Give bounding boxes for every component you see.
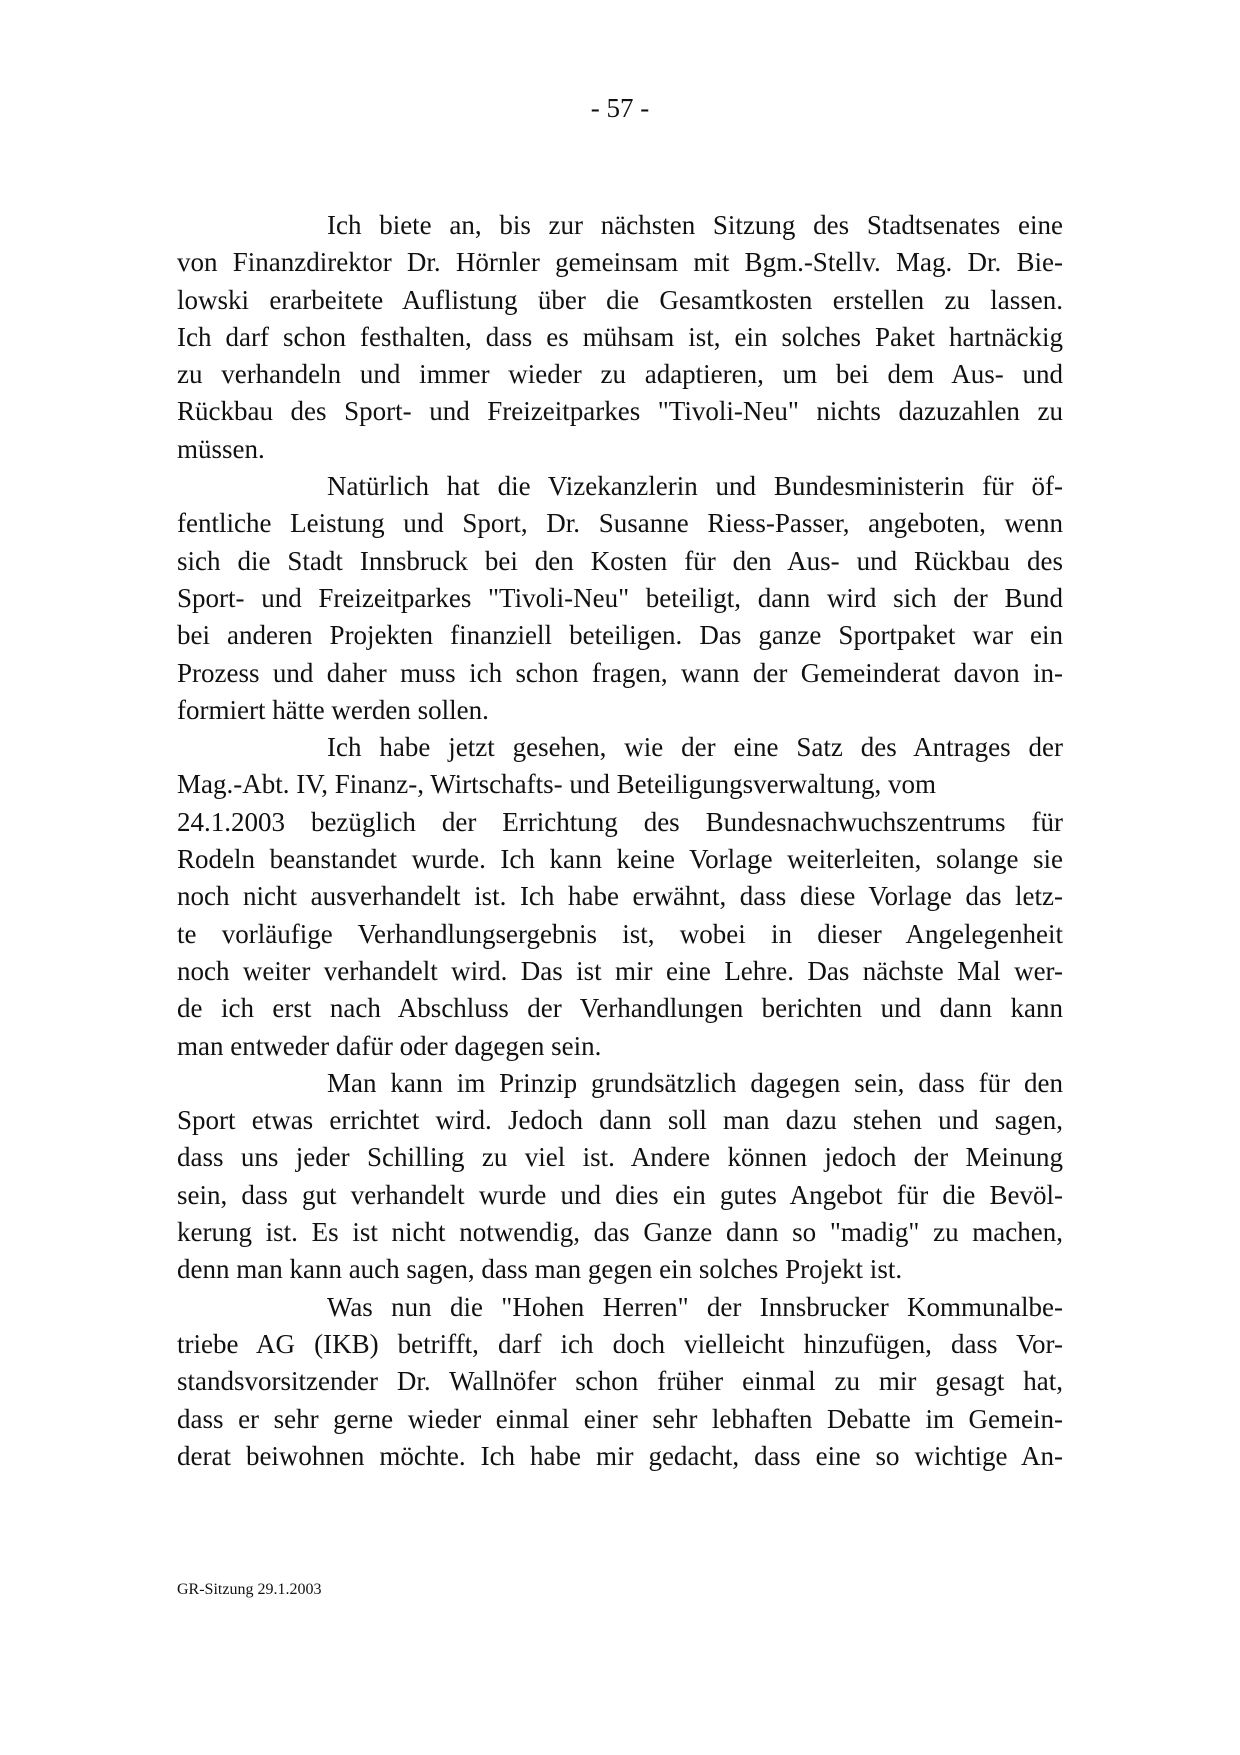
text-line: Prozess und daher muss ich schon fragen, wann der Gemeinderat davon in-	[177, 657, 1063, 688]
text-line: 24.1.2003 bezüglich der Errichtung des Bundesnachwuchszentrums für	[177, 806, 1063, 837]
text-line: te vorläufige Verhandlungsergebnis ist, wobei in dieser Angelegenheit	[177, 918, 1063, 949]
text-line: Natürlich hat die Vizekanzlerin und Bundesministerin für öf-	[327, 471, 1063, 502]
text-line: kerung ist. Es ist nicht notwendig, das Ganze dann so "madig" zu machen,	[177, 1217, 1063, 1248]
text-line: noch nicht ausverhandelt ist. Ich habe erwähnt, dass diese Vorlage das letz-	[177, 881, 1063, 912]
page-number: - 57 -	[590, 93, 650, 123]
text-line: formiert hätte werden sollen.	[177, 694, 489, 725]
text-line: Sport- und Freizeitparkes "Tivoli-Neu" beteiligt, dann wird sich der Bund	[177, 582, 1063, 613]
paragraph-3	[177, 729, 1063, 1065]
text-line: sein, dass gut verhandelt wurde und dies ein gutes Angebot für die Bevöl-	[177, 1179, 1063, 1210]
text-line: Ich biete an, bis zur nächsten Sitzung des Stadtsenates eine	[327, 210, 1063, 240]
text-line: Rodeln beanstandet wurde. Ich kann keine Vorlage weiterleiten, solange sie	[177, 844, 1063, 875]
text-line: man entweder dafür oder dagegen sein.	[177, 1030, 602, 1061]
text-line: Sport etwas errichtet wird. Jedoch dann soll man dazu stehen und sagen,	[177, 1105, 1063, 1136]
text-line: bei anderen Projekten finanziell beteiligen. Das ganze Sportpaket war ein	[177, 620, 1063, 651]
text-line: dass er sehr gerne wieder einmal einer sehr lebhaften Debatte im Gemein-	[177, 1403, 1063, 1434]
text-line: Mag.-Abt. IV, Finanz-, Wirtschafts- und Beteiligungsverwaltung, vom	[177, 769, 937, 800]
text-line: zu verhandeln und immer wieder zu adaptieren, um bei dem Aus- und	[177, 359, 1063, 390]
paragraph-2	[177, 468, 1063, 729]
text-line: de ich erst nach Abschluss der Verhandlungen berichten und dann kann	[177, 993, 1063, 1024]
text-line: standsvorsitzender Dr. Wallnöfer schon früher einmal zu mir gesagt hat,	[177, 1366, 1063, 1397]
text-line: Ich darf schon festhalten, dass es mühsam ist, ein solches Paket hartnäckig	[177, 321, 1063, 352]
text-line: noch weiter verhandelt wird. Das ist mir eine Lehre. Das nächste Mal wer-	[177, 955, 1063, 986]
text-line: Ich habe jetzt gesehen, wie der eine Satz des Antrages der	[327, 732, 1063, 763]
text-line: sich die Stadt Innsbruck bei den Kosten für den Aus- und Rückbau des	[177, 545, 1063, 576]
text-line: dass uns jeder Schilling zu viel ist. Andere können jedoch der Meinung	[177, 1142, 1063, 1173]
footer-session-date: GR-Sitzung 29.1.2003	[177, 1581, 322, 1598]
text-line: Man kann im Prinzip grundsätzlich dagegen sein, dass für den	[327, 1067, 1063, 1098]
text-line: fentliche Leistung und Sport, Dr. Susanne Riess-Passer, angeboten, wenn	[177, 508, 1063, 539]
text-line: müssen.	[177, 433, 265, 464]
text-line: von Finanzdirektor Dr. Hörnler gemeinsam mit Bgm.-Stellv. Mag. Dr. Bie-	[177, 247, 1063, 278]
paragraph-1	[177, 207, 1063, 468]
text-line: derat beiwohnen möchte. Ich habe mir gedacht, dass eine so wichtige An-	[177, 1440, 1063, 1471]
paragraph-5	[177, 1289, 1063, 1475]
text-line: lowski erarbeitete Auflistung über die Gesamtkosten erstellen zu lassen.	[177, 284, 1063, 315]
text-line: Was nun die "Hohen Herren" der Innsbrucker Kommunalbe-	[327, 1291, 1063, 1322]
text-line: Rückbau des Sport- und Freizeitparkes "Tivoli-Neu" nichts dazuzahlen zu	[177, 396, 1063, 427]
body-text	[177, 207, 1063, 1475]
text-line: triebe AG (IKB) betrifft, darf ich doch vielleicht hinzufügen, dass Vor-	[177, 1328, 1063, 1359]
paragraph-4	[177, 1065, 1063, 1289]
text-line: denn man kann auch sagen, dass man gegen ein solches Projekt ist.	[177, 1254, 903, 1285]
